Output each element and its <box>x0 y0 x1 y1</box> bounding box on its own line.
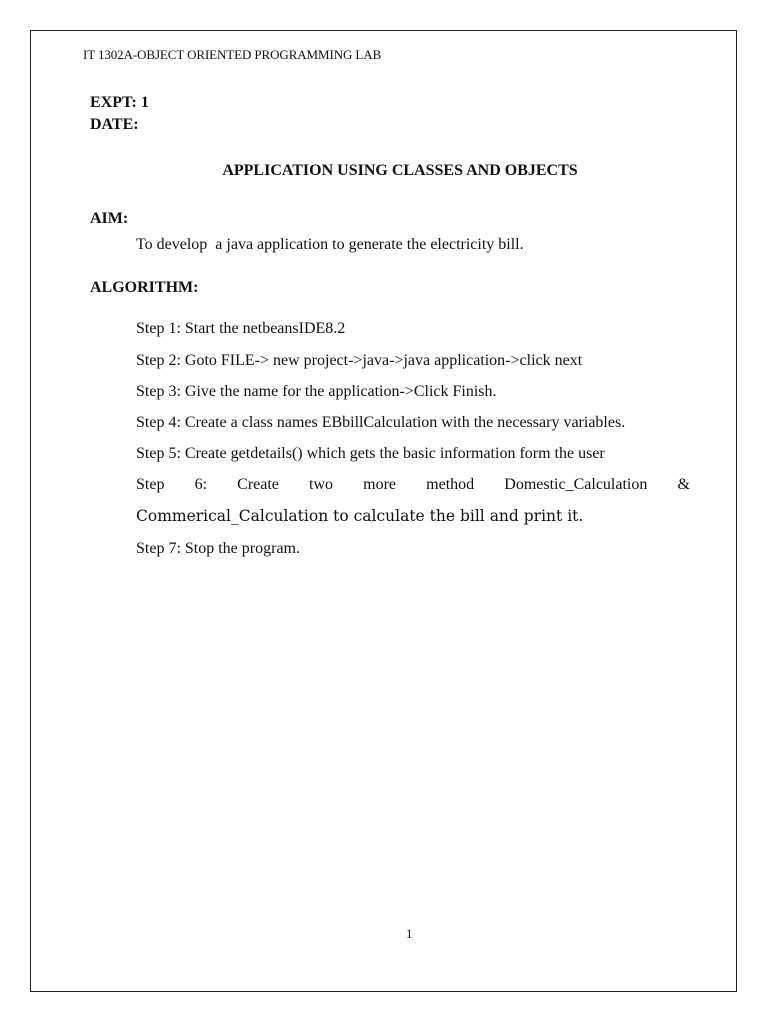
algorithm-step-6-line-2: Commerical_Calculation to calculate the bill and print it. <box>136 507 584 525</box>
experiment-number: EXPT: 1 <box>90 94 149 111</box>
algorithm-step-3: Step 3: Give the name for the application->Click Finish. <box>136 383 497 400</box>
algorithm-step-5: Step 5: Create getdetails() which gets the basic information form the user <box>136 445 605 462</box>
step-6-word: Step <box>136 476 165 493</box>
step-6-word: two <box>309 476 334 493</box>
algorithm-step-6-line-1 <box>136 476 690 494</box>
algorithm-step-1: Step 1: Start the netbeansIDE8.2 <box>136 320 346 337</box>
step-6-word: Create <box>237 476 279 493</box>
algorithm-step-7: Step 7: Stop the program. <box>136 540 300 557</box>
experiment-title: APPLICATION USING CLASSES AND OBJECTS <box>222 162 578 179</box>
step-6-word: more <box>363 476 397 493</box>
page-number: 1 <box>406 926 413 941</box>
algorithm-step-4: Step 4: Create a class names EBbillCalculation with the necessary variables. <box>136 414 626 431</box>
aim-heading: AIM: <box>90 210 129 227</box>
step-6-word: 6: <box>194 476 208 493</box>
course-header: IT 1302A-OBJECT ORIENTED PROGRAMMING LAB <box>83 47 382 62</box>
step-6-word: method <box>426 476 475 493</box>
algorithm-step-2: Step 2: Goto FILE-> new project->java->java application->click next <box>136 352 583 369</box>
step-6-word: Domestic_Calculation <box>504 476 648 493</box>
aim-text: To develop a java application to generate the electricity bill. <box>136 236 524 253</box>
algorithm-heading: ALGORITHM: <box>90 279 199 296</box>
experiment-date-label: DATE: <box>90 116 139 133</box>
step-6-word: & <box>677 476 690 493</box>
